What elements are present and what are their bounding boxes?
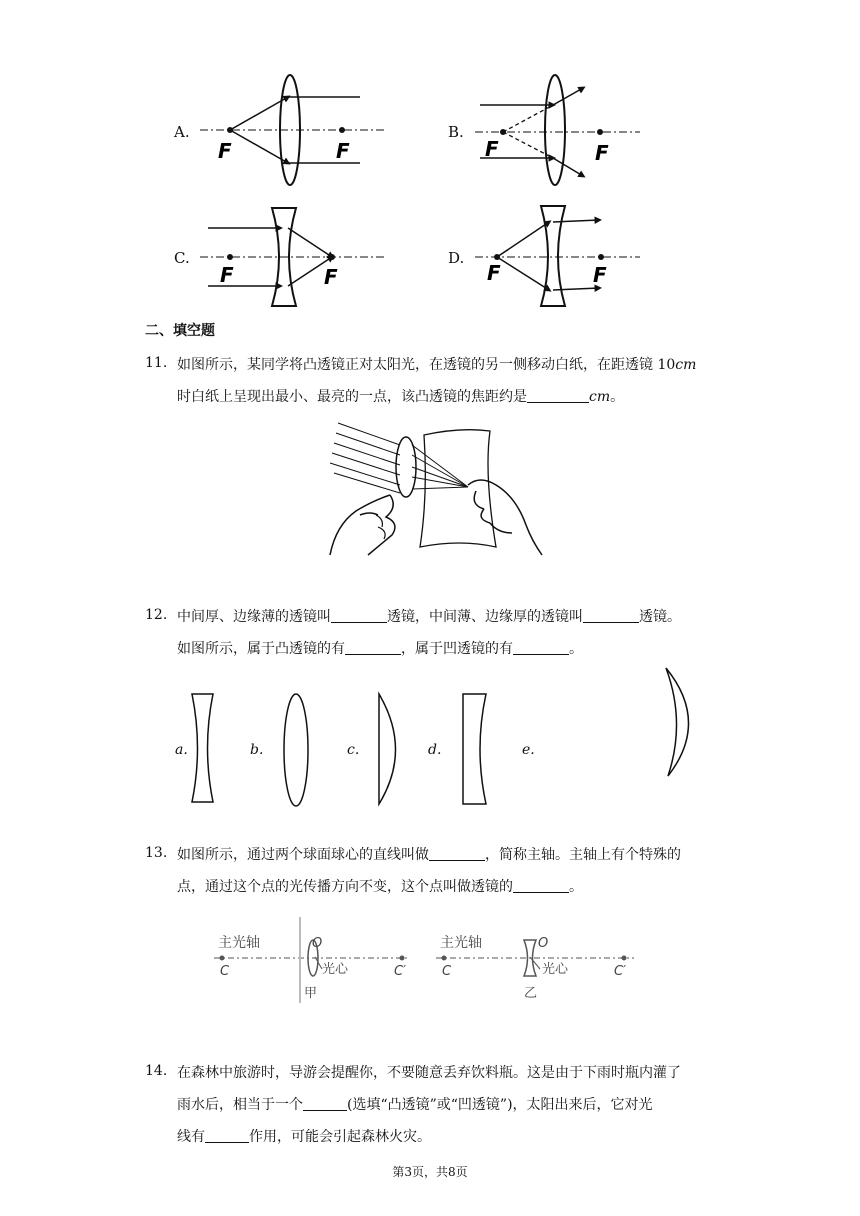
option-a-diagram: [200, 70, 390, 190]
option-c-focus-right: F: [324, 265, 338, 289]
q13-line2: 点，通过这个点的光传播方向不变，这个点叫做透镜的 。: [177, 879, 583, 895]
option-a-focus-left: F: [218, 139, 232, 163]
q12-blank-3[interactable]: [345, 640, 401, 655]
section-title: 二、填空题: [145, 323, 215, 339]
q13-axis-label-left: 主光轴: [218, 935, 260, 951]
q13-center-label-left: 光心: [322, 962, 349, 977]
q13-jia-label: 甲: [304, 986, 318, 1001]
q11-unit1: cm: [675, 357, 697, 373]
q13-line1: 如图所示，通过两个球面球心的直线叫做 ，简称主轴。主轴上有个特殊的: [177, 847, 681, 863]
q11-sunlight-lens-figure: [320, 415, 550, 565]
q11-unit2: cm: [589, 389, 611, 405]
q13-blank-2[interactable]: [513, 878, 569, 893]
lens-c-planoconvex: [379, 694, 396, 804]
q11-blank[interactable]: [527, 388, 589, 403]
q13-axis-label-right: 主光轴: [440, 935, 482, 951]
q11-line2: 时白纸上呈现出最小、最亮的一点，该凸透镜的焦距约是 cm。: [177, 389, 625, 405]
q13-point-c-right: C: [442, 964, 452, 979]
q13-point-c2-left: C′: [394, 964, 407, 979]
q14-blank-2[interactable]: [205, 1128, 249, 1143]
lens-a-label: a.: [175, 742, 188, 758]
q13-point-c-left: C: [220, 964, 230, 979]
q11-line1: 如图所示，某同学将凸透镜正对太阳光，在透镜的另一侧移动白纸，在距透镜 10cm: [177, 357, 697, 373]
lens-c-label: c.: [347, 742, 360, 758]
q14-blank-1[interactable]: [303, 1096, 347, 1111]
lens-e-label: e.: [522, 742, 535, 758]
q14-line1: 在森林中旅游时，导游会提醒你，不要随意丢弃饮料瓶。这是由于下雨时瓶内灌了: [177, 1065, 681, 1081]
option-d-diagram: [475, 200, 645, 310]
q13-point-o-left: O: [312, 936, 323, 951]
option-d-focus-right: F: [593, 263, 607, 287]
option-b-focus-right: F: [595, 141, 609, 165]
q12-line2: 如图所示，属于凸透镜的有 ，属于凹透镜的有 。: [177, 641, 583, 657]
lens-b-biconvex: [284, 694, 308, 806]
option-a-focus-right: F: [336, 139, 350, 163]
q13-number: 13.: [145, 845, 168, 861]
q14-number: 14.: [145, 1063, 168, 1079]
q13-yi-label: 乙: [524, 986, 538, 1001]
q12-blank-4[interactable]: [513, 640, 569, 655]
option-c-diagram: [200, 200, 390, 310]
q13-center-label-right: 光心: [542, 962, 569, 977]
page-footer: 第3页，共8页: [392, 1165, 468, 1179]
option-b-focus-left: F: [485, 137, 499, 161]
q11-number: 11.: [145, 355, 168, 371]
q13-blank-1[interactable]: [429, 846, 485, 861]
q14-line2: 雨水后，相当于一个 (选填“凸透镜”或“凹透镜”)，太阳出来后，它对光: [177, 1097, 653, 1113]
option-d-label: D.: [448, 249, 465, 267]
q12-lens-types-figure: [180, 660, 720, 810]
option-a-label: A.: [174, 123, 190, 141]
lens-b-label: b.: [250, 742, 264, 758]
lens-d-label: d.: [428, 742, 442, 758]
option-b-label: B.: [448, 123, 464, 141]
q13-optical-center-figure: [210, 915, 640, 1010]
q14-line3: 线有 作用，可能会引起森林火灾。: [177, 1129, 431, 1145]
lens-d-planoconcave: [463, 694, 486, 804]
option-c-focus-left: F: [220, 263, 234, 287]
q13-point-c2-right: C′: [614, 964, 627, 979]
lens-e-meniscus: [666, 668, 689, 776]
q12-number: 12.: [145, 607, 168, 623]
q12-line1: 中间厚、边缘薄的透镜叫 透镜，中间薄、边缘厚的透镜叫 透镜。: [177, 609, 681, 625]
option-d-focus-left: F: [487, 261, 501, 285]
q12-blank-2[interactable]: [583, 608, 639, 623]
option-b-diagram: [475, 70, 645, 190]
option-c-label: C.: [174, 249, 190, 267]
q12-blank-1[interactable]: [331, 608, 387, 623]
q13-point-o-right: O: [538, 936, 549, 951]
lens-a-biconcave: [192, 694, 213, 802]
